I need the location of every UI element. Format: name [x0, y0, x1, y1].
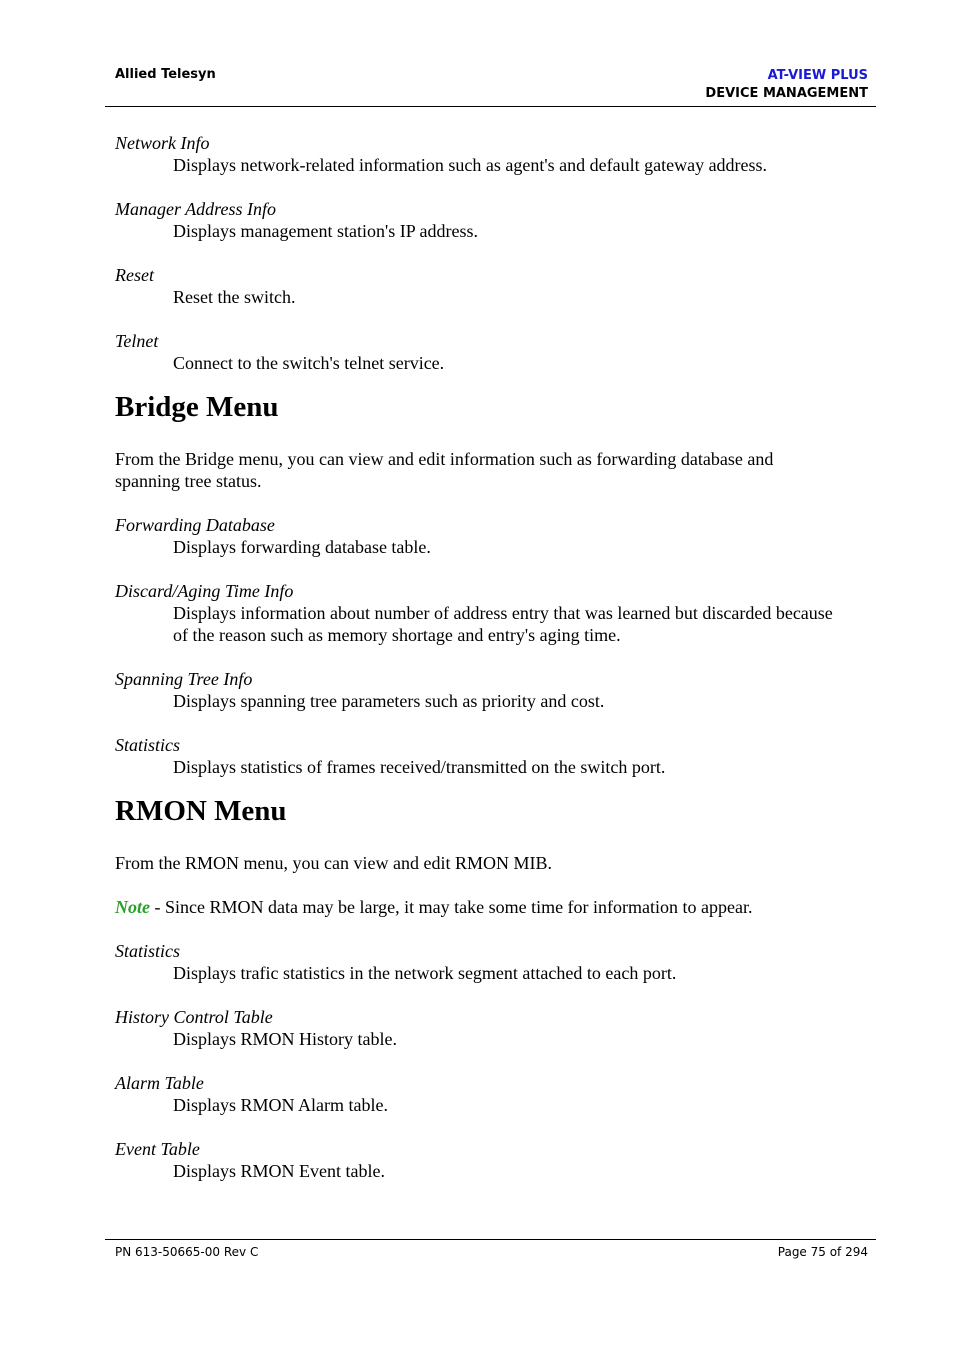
definition-entry	[115, 734, 835, 778]
definition-entry	[115, 1138, 835, 1182]
footer-part-number: PN 613-50665-00 Rev C	[115, 1245, 259, 1259]
entry-term: Telnet	[115, 331, 159, 351]
entry-term: Forwarding Database	[115, 515, 275, 535]
bridge-intro: From the Bridge menu, you can view and edit information such as forwarding database and spanning tree status.	[115, 449, 774, 491]
entry-description: Displays trafic statistics in the network segment attached to each port.	[173, 963, 677, 983]
definition-entry	[115, 668, 835, 712]
entry-term: Spanning Tree Info	[115, 669, 253, 689]
header-section: DEVICE MANAGEMENT	[705, 86, 868, 101]
definition-entry	[115, 330, 835, 374]
entry-description: Reset the switch.	[173, 287, 296, 307]
entry-term: Reset	[115, 265, 154, 285]
definition-entry	[115, 940, 835, 984]
entry-description: Displays RMON Alarm table.	[173, 1095, 388, 1115]
definition-entry	[115, 198, 835, 242]
header-right	[705, 67, 868, 103]
entry-description: Displays information about number of address entry that was learned but discarded because of the reason such as memory shortage and entry's aging time.	[173, 603, 833, 645]
header-divider	[105, 106, 876, 107]
entry-term: Discard/Aging Time Info	[115, 581, 294, 601]
entry-term: Network Info	[115, 133, 210, 153]
entry-description: Displays RMON Event table.	[173, 1161, 385, 1181]
entry-term: Statistics	[115, 941, 181, 961]
entry-description: Displays statistics of frames received/transmitted on the switch port.	[173, 757, 666, 777]
definition-entry	[115, 132, 835, 176]
page-content	[115, 132, 835, 1204]
entry-term: History Control Table	[115, 1007, 273, 1027]
header-product: AT-VIEW PLUS	[767, 68, 868, 83]
footer-page-number: Page 75 of 294	[777, 1245, 868, 1259]
bridge-menu-heading: Bridge Menu	[115, 391, 279, 423]
entry-description: Displays network-related information such as agent's and default gateway address.	[173, 155, 768, 175]
header-company: Allied Telesyn	[115, 67, 216, 82]
note-text: - Since RMON data may be large, it may take some time for information to appear.	[150, 897, 753, 917]
definition-entry	[115, 580, 835, 646]
rmon-note	[115, 896, 835, 918]
entry-term: Event Table	[115, 1139, 200, 1159]
definition-entry	[115, 514, 835, 558]
entry-description: Displays spanning tree parameters such as priority and cost.	[173, 691, 605, 711]
entry-term: Statistics	[115, 735, 181, 755]
note-label: Note	[115, 897, 150, 917]
rmon-intro: From the RMON menu, you can view and edit RMON MIB.	[115, 853, 552, 873]
entry-term: Manager Address Info	[115, 199, 276, 219]
entry-description: Displays forwarding database table.	[173, 537, 431, 557]
entry-description: Displays management station's IP address.	[173, 221, 479, 241]
definition-entry	[115, 1072, 835, 1116]
definition-entry	[115, 264, 835, 308]
entry-description: Connect to the switch's telnet service.	[173, 353, 445, 373]
entry-description: Displays RMON History table.	[173, 1029, 397, 1049]
footer-divider	[105, 1239, 876, 1240]
rmon-menu-heading: RMON Menu	[115, 795, 287, 827]
definition-entry	[115, 1006, 835, 1050]
entry-term: Alarm Table	[115, 1073, 204, 1093]
